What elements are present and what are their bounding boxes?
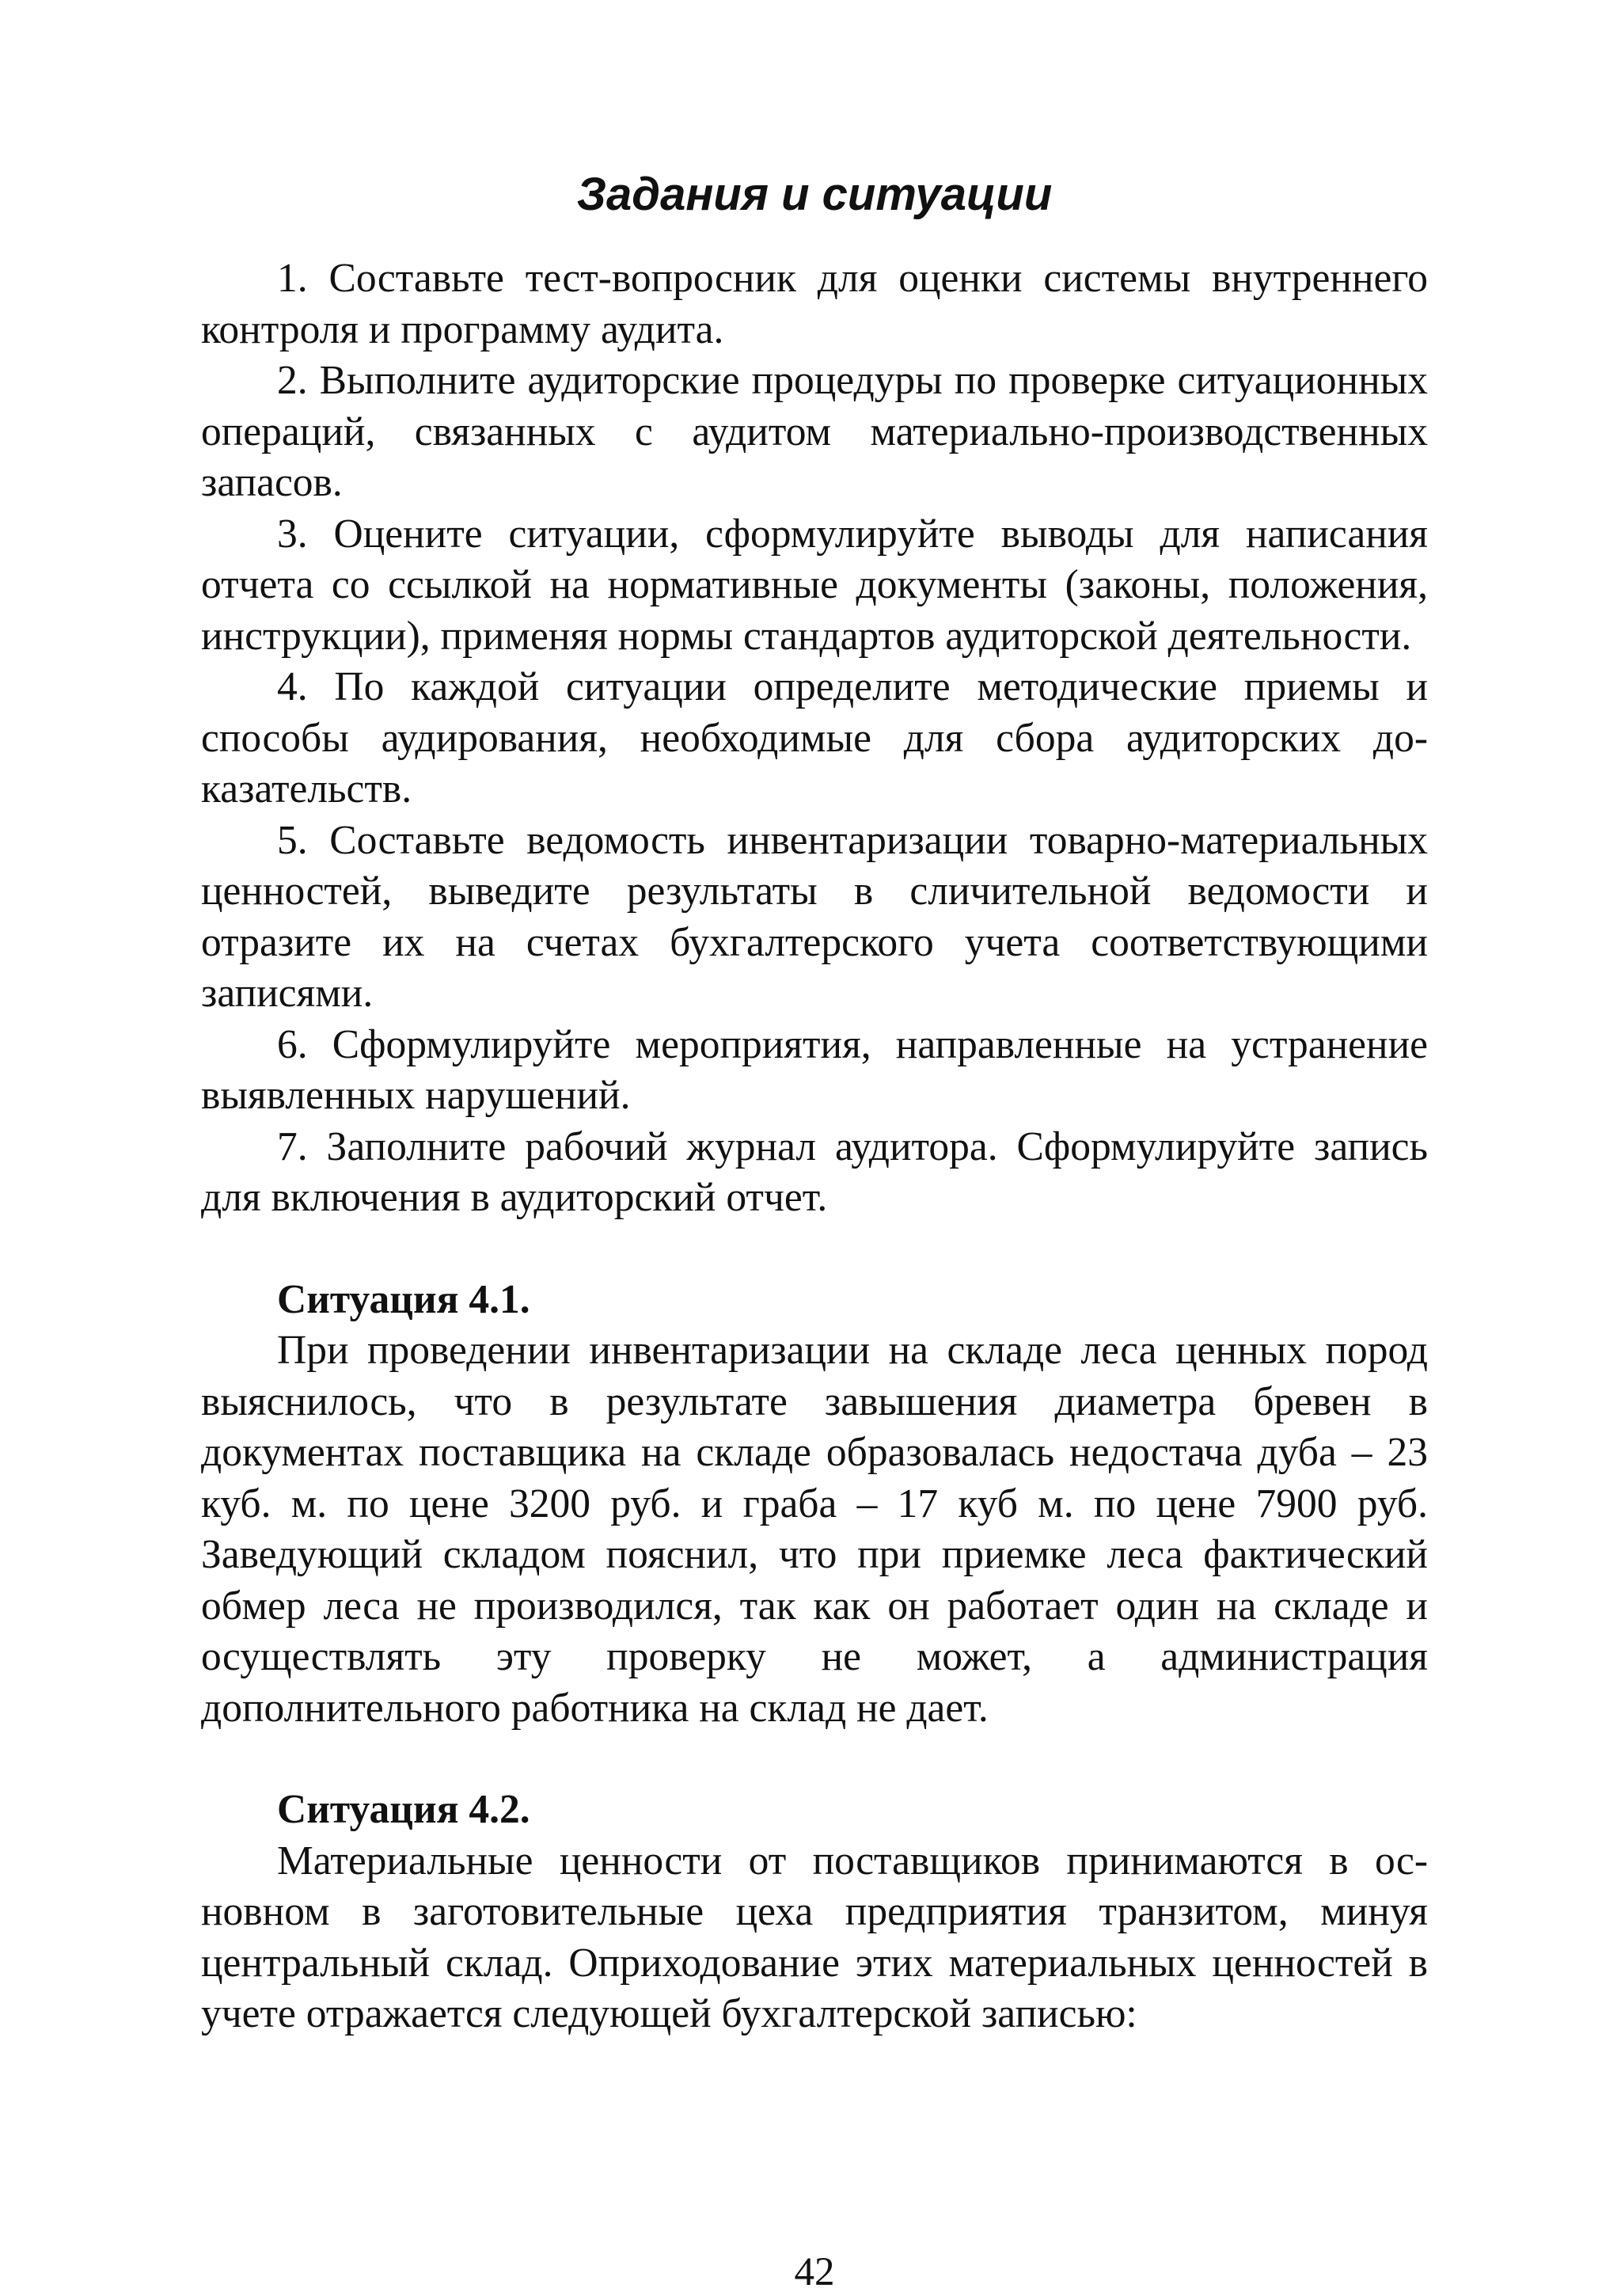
page-number: 42 <box>794 2250 835 2294</box>
task-item-2: 2. Выполните аудиторские процедуры по проверке ситуационных операций, связанных с аудитом материально-производственных запасов. <box>201 358 1428 505</box>
document-page <box>201 166 1428 2294</box>
task-item-7: 7. Заполните рабочий журнал аудитора. Сформулируйте запись для включения в аудиторский отчет. <box>201 1123 1428 1220</box>
section-heading: Задания и ситуации <box>576 169 1053 220</box>
section-gap <box>201 1734 1428 1785</box>
task-item-6: 6. Сформулируйте мероприятия, направленные на устранение выявленных нарушений. <box>201 1021 1428 1118</box>
task-item-4: 4. По каждой ситуации определите методические приемы и способы аудирования, необходимые для сбора аудиторских доказательств. <box>201 664 1428 812</box>
section-gap <box>201 1224 1428 1275</box>
task-item-1: 1. Составьте тест-вопросник для оценки системы внутреннего контроля и программу аудита. <box>201 256 1428 352</box>
situation-1-title: Ситуация 4.1. <box>277 1276 530 1322</box>
task-item-3: 3. Оцените ситуации, сформулируйте выводы для написания отчета со ссылкой на нормативные документы (законы, положения, инструкции), применяя нормы стандартов аудиторской деятельности. <box>201 511 1428 659</box>
situation-1-text: При проведении инвентаризации на складе леса ценных пород выяснилось, что в результате завышения диаметра бревен в документах поставщика на складе образовалась недостача дуба – 23 куб. м. по цене 3200 руб. и граба – 17 куб м. по цене 7900 руб. Заведующий складом пояснил, что при приемке леса фактический обмер леса не производился, так как он работает один на складе и осуществлять эту проверку не может, а администрация дополнительного работника на склад не дает. <box>201 1328 1428 1731</box>
task-item-5: 5. Составьте ведомость инвентаризации товарно-материальных ценностей, выведите результаты в сличительной ведомости и отразите их на счетах бухгалтерского учета соответствующими записями. <box>201 817 1428 1016</box>
document-body <box>201 253 1428 2040</box>
situation-2-title: Ситуация 4.2. <box>277 1787 530 1832</box>
situation-2-text: Материальные ценности от поставщиков принимаются в основном в заготовительные цеха предприятия транзитом, минуя центральный склад. Оприходование этих материальных ценностей в учете отражается следующей бухгалтерской записью: <box>201 1838 1428 2036</box>
